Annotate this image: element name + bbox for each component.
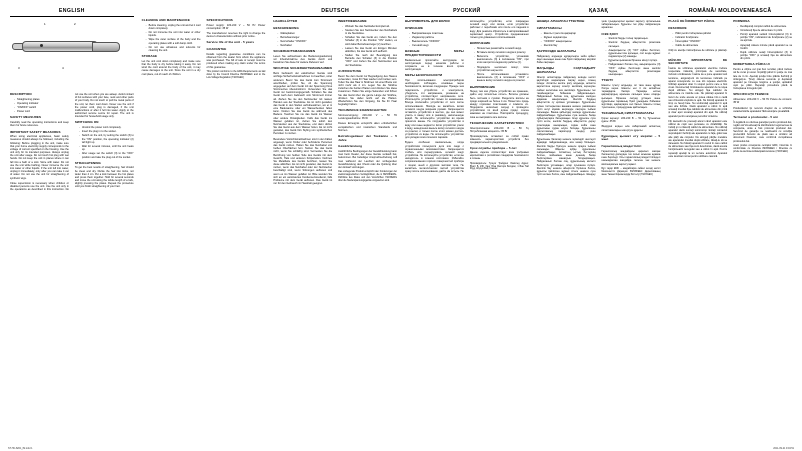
list-item: - Insert the plug in to the socket. bbox=[79, 130, 134, 133]
figure-label-3: 3 bbox=[18, 66, 20, 70]
paragraph: Pentru a obţine cel mai bun rezultat, părul trebuie să fie curat şi uscat. Împărţiţi părul în şuviţe nu mai late de 4 cm. Aşezaţi şuviţa între plăcile fierbinţi şi strângeţi-le. Ţineţi câteva secunde şi deplasaţi aparatul pe întreaga lungime a şuviţei, apăsând uşor pe plăci. Repetaţi procedura până la îndreptarea întregului păr. bbox=[733, 68, 793, 91]
straightener-tip bbox=[92, 42, 120, 52]
section-heading: MĂSURI IMPORTANTE DE SECURITATE bbox=[668, 57, 728, 66]
description-list bbox=[668, 32, 727, 48]
section-heading: ТҮЗЕТУ bbox=[601, 78, 614, 83]
list-item: - Lassen Sie das Gerät ein Einigen Minuten abkühlen, bis das Gerät sich aufheizt. bbox=[342, 47, 397, 53]
list-item: - Glätteplatten bbox=[277, 32, 332, 35]
paragraph: Құрылғыны балалар немесе мүмкіндігі шектеулі адамдар пайдаланғанда, аса назар болыңыз. Желілік бауды бүктеуге немесе орауға тыйым салынады. Ұйқылы күйде құрылғыны пайдаланбаңыз. Аспаптың ыстық беттерінің бетпен, мойынмен және дененің басқа бөліктерімен жанасуын болдырмаңыз. Пайдаланып болған соң, құрылғының металл бөліктерін ұстамаңыз, олар суығанша күтіңіз. Желілік бау немесе айыртетік бүлінген болса, құрылғы іркіліспен жұмыс істесе немесе суға түсіп кеткен болса, оны пайдаланбаңыз. Жөндеу үшін туындыгерлес қызмет көрсету орталығына хабарласыңыз. Құрылғы тек үйде пайдалануға арналған. bbox=[536, 20, 661, 177]
figure-label-1: 1 bbox=[44, 22, 46, 26]
section-heading: WICHTIGE SICHERHEITSMAßNAHMEN bbox=[273, 66, 332, 71]
section-heading: SWITCHING ON bbox=[74, 120, 99, 125]
section-heading: DESCRIERE bbox=[668, 25, 687, 30]
body-kazakh bbox=[537, 20, 661, 177]
section-heading: STRAIGHTENING bbox=[74, 160, 101, 165]
switching-on-list bbox=[733, 25, 792, 61]
section-heading: ВАЖНЫЕ МЕРЫ ПРЕДОСТОРОЖНОСТИ bbox=[405, 49, 464, 57]
list-item: - Ажыратқышты (3) "ON" күйіне белгілеп, құрылғыны іске қосыңыз, сол кезде жұмыс индикаторы (2) жанады. bbox=[606, 49, 661, 59]
paragraph: Пайдалану алдында нұсқаулықты зейін қойып оқып шығыңыз және оны бүкіл пайдалану мерзімі бойы сақтаңыз. bbox=[536, 54, 596, 65]
list-item: - Netzkabel bbox=[277, 44, 332, 47]
specifications: Power supply: 220-240 V ~ 50 Hz Power consumption: 35 W bbox=[206, 23, 266, 30]
section-heading: ТЕХНИЧЕСКИЕ ХАРАКТЕРИСТИКИ bbox=[469, 120, 524, 125]
column-deutsch bbox=[269, 8, 401, 441]
paragraph: Close supervision is necessary when children or disabled persons use the unit. Use the unit only in the operations as described in this instruction. Do not use the unit when you are asleep. Avoid contact of hot surfaces with your face, neck and other parts of your body. Do not touch or pull the metal parts of the unit, let them cool down. Never use the unit if the power cord, plug is damaged, if the unit malfunctions or after it fell into water. Apply to the authorized service centre for repair. The unit is intended for household usage only. bbox=[10, 93, 134, 192]
page-footer bbox=[0, 447, 802, 450]
section-heading: INBETRIEBNAHME bbox=[338, 19, 367, 23]
figure-label-4: 4 bbox=[62, 66, 64, 70]
paragraph: Producătorul îşi rezervă dreptul de a schimba caracteristicile aparatelor fără anunţare prealabilă. bbox=[733, 106, 793, 113]
list-item: - После использования установите выключатель (3) в положение "OFF" и выньте вилку сетевого шнура из розетки. bbox=[474, 73, 529, 83]
section-heading: GUARANTEE bbox=[206, 47, 227, 52]
paragraph: Fiţi deosebit de precauţi atunci când aparatul este utilizat de copii sau persoane cu dizabilităţi. Nu îndoiţi şi nu răsuciţi cablul de alimentare. Nu utilizaţi aparatul dacă sunteţi somnoroşi. Evitaţi contactul suprafeţelor fierbinţi ale aparatului cu faţa, gâtul sau alte părţi ale corpului. Nu atingeţi părţile metalice ale aparatului imediat după utilizare, lăsaţi-le să se răcească. Nu folosiţi aparatul în cazul în care cablul de alimentare sau fişa sunt deteriorate, dacă acesta funcţionează neregulat sau a căzut în apă. Pentru reparaţii apelaţi la un service autorizat. Aparatul este destinat numai pentru utilizare casnică. bbox=[668, 119, 728, 158]
compliance-note: Данное изделие соответствует всем требуемым европейским и российским стандартам безопасности и гигиены. bbox=[469, 152, 529, 160]
description-list bbox=[273, 32, 332, 48]
list-item: - Шашты түзететін қақпақтар bbox=[541, 32, 596, 35]
paragraph: При использовании электроприборов необходимо соблюдать основные меры безопасности, включая следующие: Прежде чем подключить устройство к электросети, убедитесь, что напряжение, указанное на устройстве, соответствует напряжению сети. Используйте устройство только по назначению. Всегда отключайте устройство от сети после использования. Никогда не касайтесь вилки сетевого шнура мокрыми руками. Запрещается оставлять устройство в местах, где оно может упасть в ванну или в раковину, наполненную водой. Не используйте устройство во время принятия ванны. Не погружайте устройство в воду или иные жидкости. Если устройство упало в воду, немедленно выньте вилку сетевого шнура из розетки, и только после этого можно достать устройство из воды. Не используйте устройство для укладки синтетических париков. bbox=[405, 79, 464, 140]
paragraph: Гарантиялық жағдайдағы қаралып жатқан бөлшектер дилерден тек сатып алынған адамға ғана берiледi. Осы гарантиялық мiндеттiлiгiндегi шағымдалған жағдайда төлеген чек немесе квитанциясын көрсетуi қажет. bbox=[601, 149, 661, 166]
paragraph: Bevor Sie dem Gerät zur Begradigung des Haares verwenden, muss Ihr Haar sauber und trocken sein. Teilen Sie das Haar in Strähnen mit einer Breite von nicht mehr als 4 cm. Legen Sie die Strähne zwischen die heißen Platten und drücken Sie diese zusammen. Halten Sie einige Sekunden und führen Sie das Gerät über die ganze Länge der Strähne, drücken Sie dabei leicht auf die Platten. Wiederholen Sie den Vorgang, bis Sie Ihr Haar begradigt haben. bbox=[338, 74, 397, 107]
list-item: - Wait for several minutes, until the unit heats up. bbox=[79, 145, 134, 151]
section-heading: ҚАУІПСІЗДІК ШАРАЛАРЫ bbox=[536, 49, 577, 54]
list-item: - Пайдаланып болған соң, ажыратқышты (3) "OFF" күйіне белгілеңіз және желілік баудың айыртетігін розеткадан шығарыңыз. bbox=[606, 63, 661, 76]
section-heading: ТЕХНИКАЛЫҚ СИПАТТАМАЛАРЫ bbox=[601, 111, 654, 116]
paragraph: În legătură cu oferirea garanţiei pentru produsul dat, rugăm să Vă adresaţi la distribuitorul regional sau la compania, unde a fost procurat produsul dat. Serviciul de garanţie se realizează cu condiţia prezentării bonului de plată sau a oricărui alt document financiar, care confirmă cumpărarea produsului dat. bbox=[733, 120, 793, 143]
language-heading-romanian: ROMÂNĂ/ MOLDOVENEASCĂ bbox=[668, 8, 792, 17]
section-heading: SPECIFICATIONS bbox=[206, 18, 233, 22]
paragraph: Details regarding guarantee conditions can be obtained from the dealer from whom the appliance was purchased. The bill of sale or receipt must be produced when making any claim under the terms of this guarantee. bbox=[206, 52, 266, 69]
list-item: - Indicator funcţionare bbox=[672, 36, 727, 39]
compliance-note: Acest produs corespunde cerinţelor EMC, întocmite în conformitate cu Directiva 89/336/EEC i Directiva cu privire la electrosecuritate/joasă tensiune (73/23 EEC) bbox=[733, 144, 793, 153]
compliance-note: Das vorliegende Produkt entspricht den Forderungen der elektromagnetischen Verträglichkeit, die in 89/336/EWG-Richtlinie des Rates und den Vorschriften 73/23/EWG über die Niederspannungsgeräte vorgesehen sind. bbox=[338, 171, 397, 182]
section-heading: Гарантиялық мiндеттiлiгi bbox=[601, 144, 642, 149]
paragraph: Перед тем как убрать устройство на хранение, дайте ему полностью остыть. Волосы должны быть чистыми и сухими. Разделите волосы на пряди шириной не более 4 см. Поместите прядь между горячими пластинами и сожмите их. Подержите несколько секунд и проведите устройством по всей длине пряди, слегка нажимая на пластины. Повторяйте процедуру, пока не выпрямите все волосы. bbox=[469, 90, 529, 119]
switching-on-list bbox=[338, 25, 397, 67]
paragraph: Citiţi cu atenţie instrucţiunea de utilizare şi păstraţi-o. bbox=[668, 49, 728, 56]
paragraph: Ausführliche Bedingungen der Gewährleistung kann man beim Dealer, der diese Geräte verkauft hat, bekommen. Bei beliebiger Anspruchserhebung soll man während der Laufzeit der vorliegenden Gewährleistung den Check oder die Quittung über den Ankauf vorzulegen. bbox=[338, 150, 397, 169]
list-item: - Întrerupător "ON/OFF" bbox=[672, 40, 727, 43]
list-item: - Plăci pentru îndreptarea părului bbox=[672, 32, 727, 35]
section-heading: SAFETY MEASURES bbox=[10, 115, 42, 120]
service-life-heading: Termenul a produsului - 5 ani bbox=[733, 114, 778, 119]
list-item: - Porniţi aparatul setând întrerupătorul (3) în poziţia "ON", indicatorul de funcţionare (2) se va aprinde. bbox=[737, 33, 792, 43]
paragraph: Dieses Erzeugnis entspricht allen erforderlichen europäischen und russischen Standards und Normen. bbox=[338, 122, 397, 132]
section-heading: ІСКЕ ҚОСУ bbox=[601, 31, 619, 36]
service-life-heading: Betriebsgedauer der Teekanne – 5 Jahre bbox=[338, 133, 397, 142]
list-item: - Подождите несколько минут, пока устройство нагреется. bbox=[474, 66, 529, 72]
list-item: - Желілік бауды толық тарқатыңыз. bbox=[606, 37, 661, 40]
list-item: - Introduceţi fişa de alimentare în priză. bbox=[737, 29, 792, 32]
paragraph: When using electrical appliances, basic safety measures should always be followed, including the following: Before plugging in the unit, make sure that your home electricity supply corresponds to the voltage of current specified on the housing. Use the unit only for its intended purposes. Always unplug the unit after usage. Do not touch hot plug with wet hands. Do not keep the unit in places where it can fall into a bath or a sink. Store with water. Do not use the unit while bathing. Never immerse the unit into water or other liquids. If the unit fell into water, unplug it immediately, only after you can take it out of water. Do not use the unit for straightening of synthetic wigs. bbox=[10, 135, 69, 180]
paragraph: Lesen Sie aufmerksam die Bedienungsanleitung vor Inbetriebnahme des Geräts durch und bewahren Sie diese für weitere Referenz auf. bbox=[273, 54, 333, 65]
section-heading: SPECIFICAŢII TEHNICE bbox=[733, 92, 769, 97]
language-heading-english: ENGLISH bbox=[10, 8, 134, 17]
list-item: - Құрылғы қызғанша бірнеше минут күтіңіз. bbox=[606, 59, 661, 62]
list-item: - Before cleaning, unplug the unit and let it cool down completely. bbox=[146, 24, 201, 30]
specifications: Электропитание: 220-240 В ~ 50 Гц Потребляемая мощность: 35 Вт bbox=[469, 126, 529, 133]
cleaning-list bbox=[142, 24, 201, 52]
list-item: - Индикатор работы bbox=[409, 36, 464, 39]
section-heading: ВКЛЮЧЕНИЕ bbox=[469, 41, 491, 46]
footer-left: ST-HC-8201_IM.indd 1 bbox=[8, 447, 33, 450]
service-life-heading: Service life of the unit - 5 years bbox=[206, 40, 255, 45]
body-deutsch bbox=[273, 20, 397, 186]
section-heading: IMPORTANT SAFETY MEASURES bbox=[10, 129, 61, 134]
section-heading: AUFRICHTUNG bbox=[338, 68, 362, 73]
body-russian bbox=[405, 20, 529, 173]
paragraph: Carefully read the operating instructions and keep them for future reference. bbox=[10, 121, 69, 128]
body-english bbox=[10, 93, 134, 191]
specifications: Қорек кернеуі: 220-240 В ~ 50 Гц Тұтынатын қуаты: 35 Вт bbox=[601, 117, 661, 124]
operating-indicator-icon bbox=[40, 44, 43, 47]
section-heading: CLEANING AND MAINTENANCE bbox=[141, 18, 190, 22]
columns-container bbox=[6, 8, 796, 441]
paragraph: Внимательно прочитайте инструкцию по эксплуатации перед началом работы и сохраните ее в течение всего срока эксплуатации. bbox=[405, 58, 464, 72]
list-item: - Desfăşuraţi complet cablul de alimentare. bbox=[737, 25, 792, 28]
paragraph: Let the unit cool down completely and make sure that the body is dry before taking it away. Do not wind the cord around the body of the unit, it may cause damages to the unit. Store the unit in a dry cool place, out of reach of children. bbox=[141, 59, 201, 76]
paragraph: To get the best results of straightening, hair should be clean and dry. Divide the hair into locks, not wider than 4 cm. Put a lock between the hot plates and press them together. Hold for several seconds and move the unit along the whole length of a lock, slightly pressing the plates. Repeat the procedure until you finish straightening of your hair. bbox=[74, 166, 134, 189]
straightener-body bbox=[22, 41, 98, 52]
description-list bbox=[405, 32, 464, 48]
column-english-continued bbox=[138, 8, 270, 441]
product-figure bbox=[10, 20, 134, 90]
paragraph: Beim Gebrauch der elektrischen Geräte sind wichtige Sicherheitsmaßnahmen zu beachten, unter anderem: Bevor Sie das Gerät zum Stromnetz anschließen, prüfen Sie, ob die Spannung angegeben auf dem Gerät mit der Spannung Ihres Stromnetzes übereinstimmt. Verwenden Sie das Gerät nur bestimmungsgemäß. Schalten Sie das Gerät nach dem Gebrauch vom Stromnetz immer ab. Ziehen Sie nie den Netzstecker mit nassen Händen aus der Steckdose. Es ist nicht gestattet, das Gerät in den Stellen aufzubewahren, wo er in eine Badewanne oder ein Wasserbecken fallen kann. Nutzen Sie das Gerät nie während des Badens. Tauchen Sie nie das Gerät ins Wasser oder andere Flüssigkeiten. Falls das Gerät ins Wasser gefallen ist, ziehen Sie sofort den Netzstecker aus der Steckdose, erst dann dürfen Sie das Gerät aus dem Wasser holen. Es ist nicht gestattet, das Gerät fürs Styling von synthetischen Perücken zu nutzen. bbox=[273, 72, 333, 136]
list-item: - Wickeln Sie das Netzkabel komplett ab. bbox=[342, 25, 397, 28]
service-life-heading: Құралдың қызмет ету мерзімі – 5 жыл bbox=[601, 133, 661, 142]
list-item: - "ON/OFF" ажыратқышы bbox=[541, 40, 596, 43]
list-item: - Сетевой шнур bbox=[409, 44, 464, 47]
product-title: PLACĂ DE ÎNDREPTAT PĂRUL bbox=[668, 19, 715, 23]
section-heading: Gewährleistung bbox=[338, 144, 363, 149]
list-item: - Schalten Sie das Gerät ein, indem Sie den Schalter (3) in die Position "ON" stellen, es wird dabei Betriebsanzeiger (2) leuchten. bbox=[342, 36, 397, 46]
list-item: - Вставьте вилку сетевого шнура в розетку. bbox=[474, 51, 529, 54]
list-item: - Do not use abrasives and solvents for cleaning the unit. bbox=[146, 46, 201, 52]
specifications: Stromversorgung: 220-240 V ~ 50 Hz Leistungsaufnahme: 35 W bbox=[338, 114, 397, 121]
product-title: ВЫПРЯМИТЕЛЬ ДЛЯ ВОЛОС bbox=[405, 19, 451, 23]
paragraph: The manufacturer reserves the right to change the device's characteristics without prior notice. bbox=[206, 32, 266, 39]
product-title: HAARGLÄTTER bbox=[273, 19, 298, 23]
list-item: - "ON/OFF" switch bbox=[14, 106, 69, 109]
language-heading-deutsch: DEUTSCH bbox=[273, 8, 397, 17]
list-item: - Unwind the power cord completely. bbox=[79, 126, 134, 129]
language-heading-spacer bbox=[142, 8, 266, 16]
column-russian bbox=[401, 8, 533, 441]
compliance-note: This product conforms to the EMC-Requirements as laid down by the Council Directive 89/336/EEC and to the Low Voltage Regulation (73/23 EEC) bbox=[206, 70, 266, 79]
list-item: - Wipe the outer surface of the body and the operating plates with a soft damp cloth. bbox=[146, 38, 201, 44]
paragraph: Будьте особенно внимательны, когда устройством пользуются дети или люди с ограниченными возможностями. Запрещается сгибать или перекручивать сетевой шнур устройства. Не используйте устройство, если вы находитесь в сонном состоянии. Избегайте соприкосновения горячих поверхностей прибора с лицом, шеей и другими частями тела. Не касайтесь металлических частей устройства сразу после использования, дайте им остыть. Не используйте устройство, если поврежден сетевой шнур или вилка, если устройство работает с перебоями или после его падения в воду. Для ремонта обратитесь в авторизованный сервисный центр. Устройство предназначено только для домашнего использования. bbox=[405, 20, 529, 173]
list-item: - Выключатель "ON/OFF" bbox=[409, 40, 464, 43]
list-item: - Netzschalter "ON/OFF" bbox=[277, 40, 332, 43]
list-item: - Cablu de alimentare bbox=[672, 44, 727, 47]
list-item: - Switch on the unit, by setting the switch (3) to the "ON" position, the operating indicator (2) will light up. bbox=[79, 134, 134, 144]
list-item: - After usage set the switch (3) to the "OFF" position and take the plug out of the socket. bbox=[79, 152, 134, 158]
section-heading: BESCHREIBUNG bbox=[273, 25, 299, 30]
section-heading: МЕРЫ БЕЗОПАСНОСТИ bbox=[405, 73, 443, 78]
section-heading: NDREPTAREA PĂRULUI bbox=[733, 62, 770, 67]
list-item: - Желілік баудың айыртетігін розеткаға салыңыз. bbox=[606, 41, 661, 47]
section-heading: ВЫПРЯМЛЕНИЕ bbox=[469, 84, 496, 89]
figure-label-2: 2 bbox=[74, 22, 76, 26]
list-item: - Жұмыс индикаторы bbox=[541, 36, 596, 39]
description-list bbox=[10, 98, 69, 114]
section-heading: СИПАТТАМАСЫ bbox=[536, 25, 562, 30]
list-item: - După utilizare setaţi întrerupătorul (3) în poziţia "OFF" şi scoateţi fişa de alimentare din priză. bbox=[737, 51, 792, 61]
body-english-cont bbox=[142, 19, 266, 80]
section-heading: МАҢЫЗДЫ САҚТАНДЫРУ ШАРАЛАРЫ bbox=[536, 66, 596, 75]
hair-straightener-illustration bbox=[12, 38, 124, 54]
column-romanian bbox=[664, 8, 796, 441]
footer-right: 2011-09-21 9:04:51 bbox=[773, 447, 794, 450]
list-item: - Желілік бау bbox=[541, 44, 596, 47]
list-item: - Полностью размотайте сетевой шнур. bbox=[474, 47, 529, 50]
list-item: - Включите устройство, установив выключатель (3) в положение "ON", при этом загорится индикатор работы (2). bbox=[474, 55, 529, 65]
section-heading: ОПИСАНИЕ bbox=[405, 25, 424, 30]
product-title: ШАШҚА АРНАЛҒАН ТҮЗЕТКІШ bbox=[536, 19, 585, 23]
list-item: - Выпрямляющие пластины bbox=[409, 32, 464, 35]
paragraph: Шашты түзету алдында, ол таза және құрғақ болуы керек. Шашты ені 4 см аспайтын тарамдарға бөліңіз. Тарамды ыстық қақпақтардың арасына салыңыз және оларды қысыңыз. Бірнеше секунд ұстаңыз және құрылғыны тарамның бүкіл ұзындығы бойымен жүргізіңіз, қақпақтарға сәл басып. Шашты толық түзеткенше, процедураны қайталаңыз. bbox=[601, 83, 661, 110]
column-kazakh bbox=[533, 8, 665, 441]
language-heading-kazakh: ҚАЗАҚ bbox=[537, 8, 661, 17]
paragraph: Înainte de utilizarea aparatelor electrice trebuie respectate măsurile principale de securitate, inclusiv următoarele: Înainte de a pune aparatul sub tensiune, asiguraţi-vă că tensiunea indicată pe aparat corespunde cu cea din reţeaua electrică. Utilizaţi aparatul doar în scopul pentru care a fost creat. Deconectaţi întotdeauna aparatul de la reţea după utilizare. Nu atingeţi fişa cablului de alimentare cu mâinile ude. Nu păstraţi aparatul în locuri de unde acesta ar putea cădea într-o cadă sau chiuvetă umplută cu apă. Nu folosiţi aparatul în timp ce faceţi baie. Nu scufundaţi aparatul în apă sau alte lichide. Dacă aparatul a căzut în apă scoateţi imediat fişa cablului de alimentare din priză şi doar apoi scoateţi aparatul din apă. Nu utilizaţi aparatul pentru aranjarea perucilor sintetice. bbox=[668, 67, 728, 118]
description-list bbox=[537, 32, 596, 48]
list-item: - Do not immerse the unit into water or other liquids. bbox=[146, 31, 201, 37]
language-heading-russian: РУССКИЙ bbox=[405, 8, 529, 17]
switching-on-list bbox=[602, 37, 661, 76]
switching-on-list bbox=[75, 126, 134, 159]
manufacturer-info: Производитель: Тушунг Трейдинг Лимитед Адрес: Юнит Б, 2/Ф, Хинг Юэн Фэктори Билдинг, 1 Ван Тай Роуд, Коулун Бэй, Гонконг bbox=[469, 162, 529, 171]
section-heading: PORNIREA bbox=[733, 19, 750, 23]
list-item: - Stellen Sie nach der Beendigung des Betriebs den Schalter (3) in die Position "OFF" und ziehen Sie den Netzstecker aus der Steckdose. bbox=[342, 54, 397, 67]
body-romanian bbox=[668, 20, 792, 158]
list-item: - Power cord bbox=[14, 110, 69, 113]
paragraph: Производитель оставляет за собой право изменять характеристики устройств без предварительного уведомления. bbox=[469, 134, 529, 145]
list-item: - Straightening plates bbox=[14, 98, 69, 101]
section-heading: DESCRIPTION bbox=[10, 92, 32, 96]
switching-on-list bbox=[470, 47, 529, 83]
section-heading: TECHNISCHE EIGENSCHAFTEN bbox=[338, 108, 387, 113]
list-item: - Operating indicator bbox=[14, 102, 69, 105]
column-english bbox=[6, 8, 138, 441]
specifications: Alimentare: 220-240 V ~ 50 Hz Putere de consum: 35 W bbox=[733, 98, 793, 105]
compliance-note: Бұл тауар ЕМС – жағдайларға сәйкес келедi негiзгi Мемлекеттiк Дирекция 89/336/EEC Дерективаның және Төменгi Ережелердiң Реттелуi (73/23 EEC) bbox=[601, 167, 661, 176]
list-item: - Aşteptaţi câteva minute până aparatul se va încălzi. bbox=[737, 44, 792, 50]
section-heading: STORAGE bbox=[141, 54, 158, 59]
list-item: - Betriebsanzeiger bbox=[277, 36, 332, 39]
paragraph: Электр аспаптарды пайдалану кезінде негізгі қауіпсіздік шараларын сақтау керек, соның ішінде: Аспапты желіге қосу алдында, аспапта көрсетілген кернеу электр желісінің кернеуіне сәйкес келетініне көз жеткізіңіз. Құрылғыны тек тағайындалуы бойынша пайдаланыңыз. Пайдаланып болған соң, құрылғыны желіден әрқашан ажыратыңыз. Желілік баудың айыртетігін су қолмен ұстамаңыз. Құрылғыны сумен толтырылған ваннаға немесе раковинаға түсіп кетуі мүмкін жерлерде сақтауға тыйым салынады. Ванна қабылдау кезінде құрылғыны пайдаланбаңыз. Құрылғыны суға немесе басқа сұйықтықтарға батырмаңыз. Егер құрылғы суға түсіп кетсе, желілік баудың айыртетігін дереу розеткадан шығарыңыз, содан кейін ғана құрылғыны судан алуға болады. Құрылғыны синтетикалық париктерді сәндеу үшін пайдаланбаңыз. bbox=[536, 75, 596, 137]
service-life-heading: Срок службы прибора – 5 лет bbox=[469, 146, 517, 151]
section-heading: SICHERHEITSMAßNAHMEN bbox=[273, 49, 316, 54]
list-item: - Stecken Sie den Netzstecker des Netzkabels in die Steckdose. bbox=[342, 29, 397, 35]
paragraph: Besondere Vorsichtsmaßnahmen sind in den Fällen angesagt, wenn Kinder oder behinderte Personen das Gerät nutzen. Halten Sie das Netzkabel von heißen Oberflächen fern. Nutzen Sie das Gerät nicht, wenn Sie schläfrig sind. Vermeiden Sie die Berührung von heißen Teile des Geräts mit dem Gesicht, Hals und anderen Körperteilen. Nehmen Sie Metallteile des Geräts berühren, lassen Sie diese abkühlen. Es ist nicht gestattet, das Gerät zu nutzen, wenn das Netzkabel oder der Netzstecker beschädigt sind, wenn Störungen auftreten und wenn es ins Wasser gefallen ist. Bitte wenden Sie sich an ein autorisiertes Kundenservicedienst, falls Probleme mit dem Gerät auftreten. Das Gerät ist nur für den Gebrauch im Haushalt geeignet. bbox=[273, 137, 333, 186]
paragraph: Өндіруші алдын ала хабарламай аспаптың сипаттамаларын өзгертуге құқылы. bbox=[601, 125, 661, 132]
